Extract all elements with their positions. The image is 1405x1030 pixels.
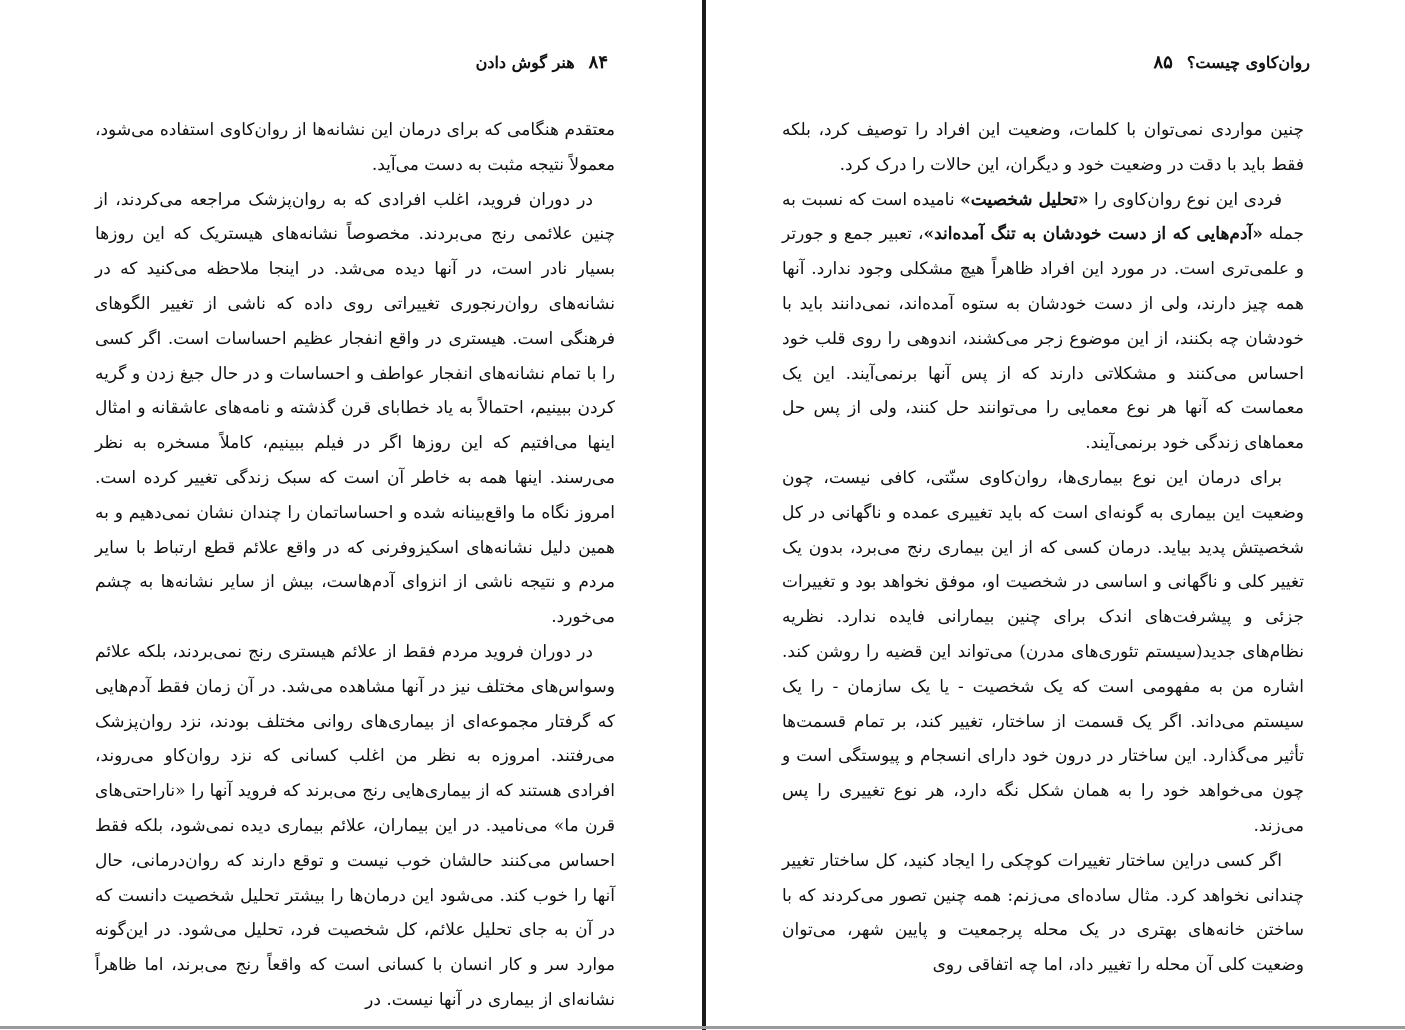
right-page-body	[782, 113, 1304, 983]
right-page	[707, 0, 1405, 1030]
right-paragraph-3-text: برای درمان این نوع بیماری‌ها، روان‌کاوی سنّتی، کافی نیست، چون وضعیت این بیماری به گونه‌ای است که باید تغییری عمده و ناگهانی در کل شخصیتش پدید بیاید. درمان کسی که از این بیماری رنج می‌برد، بدون یک تغییر کلی و ناگهانی و اساسی در شخصیت او، موفق نخواهد بود و تغییرات جزئی و پیشرفت‌های اندک برای چنین بیمارانی فایده ندارد. نظریه نظام‌های جدید(سیستم تئوری‌های مدرن) می‌تواند این قضیه را روشن کند. اشاره من به مفهومی است که یک شخصیت - یا یک سازمان - را یک سیستم می‌داند. اگر یک قسمت از ساختار، تغییر کند، بر تمام قسمت‌ها تأثیر می‌گذارد. این ساختار در درون خود دارای انسجام و پیوستگی است و چون می‌خواهد خود را به همان شکل نگه دارد، هر نوع تغییری را پس می‌زند.	[782, 467, 1304, 836]
page-bottom-edge	[0, 1026, 1405, 1029]
book-gutter	[702, 0, 706, 1030]
right-paragraph-2-mid: نامیده است که نسبت به جمله	[782, 189, 1304, 245]
right-paragraph-4-text: اگر کسی دراین ساختار تغییرات کوچکی را ایجاد کنید، کل ساختار تغییر چندانی نخواهد کرد. مثال ساده‌ای می‌زنم: همه چنین تصور می‌کردند که با ساختن خانه‌های بهتری در یک محله پرجمعیت و پایین شهر، می‌توان وضعیت کلی آن محله را تغییر داد، اما چه اتفاقی روی	[782, 850, 1304, 976]
left-page-body	[95, 113, 615, 1018]
left-page-number: ۸۴	[588, 52, 608, 73]
right-paragraph-2	[782, 183, 1304, 461]
right-paragraph-1	[782, 113, 1304, 183]
phrase-fed-up-people: «آدم‌هایی که از دست خودشان به تنگ آمده‌اند»	[923, 224, 1263, 245]
left-paragraph-1: معتقدم هنگامی که برای درمان این نشانه‌ها از روان‌کاوی استفاده می‌شود، معمولاً نتیجه مثبت به دست می‌آید.	[95, 120, 615, 175]
term-character-analysis: «تحلیل شخصیت»	[960, 189, 1089, 210]
right-running-head: روان‌کاوی چیست؟	[1186, 53, 1310, 72]
right-paragraph-2-rest: ، تعبیر جمع و جورتر و علمی‌تری است. در مورد این افراد ظاهراً هیچ مشکلی وجود ندارد. آنها همه چیز دارند، ولی از دست خودشان به ستوه آمده‌اند، نمی‌دانند باید با خودشان چه بکنند، از این موضوع زجر می‌کشند، اندوهی را روی قلب خود احساس می‌کنند و مشکلاتی دارند که از پس آنها برنمی‌آیند. این یک معماست که آنها هر نوع معمایی را می‌توانند حل کنند، ولی از پس حل معماهای زندگی خود برنمی‌آیند.	[782, 224, 1304, 454]
right-paragraph-4	[782, 844, 1304, 983]
left-paragraph-2: در دوران فروید، اغلب افرادی که به روان‌پزشک مراجعه می‌کردند، از چنین علائمی رنج می‌بردند. مخصوصاً نشانه‌های هیستریک که این روزها بسیار نادر است، در آنها دیده می‌شد. در اینجا ملاحظه می‌کنید که در نشانه‌های روان‌رنجوری تغییراتی روی داده که ناشی از تغییر الگوهای فرهنگی است. هیستری در واقع انفجار عظیم احساسات است. اگر کسی را با تمام نشانه‌های انفجار عواطف و احساسات و در حال جیغ زدن و گریه کردن ببینیم، احتمالاً به یاد خطابای قرن گذشته و نامه‌های عاشقانه و امثال اینها می‌افتیم که این روزها اگر در فیلم ببینیم، کاملاً مسخره به نظر می‌رسند. اینها همه به خاطر آن است که سبک زندگی تغییر کرده است. امروز نگاه ما واقع‌بینانه شده و احساساتمان را چندان نشان نمی‌دهیم و به همین دلیل نشانه‌های اسکیزوفرنی که در واقع علائم قطع ارتباط با سایر مردم و نتیجه ناشی از انزوای آدم‌هاست، بیش از سایر نشانه‌ها به چشم می‌خورد.	[95, 189, 615, 628]
right-paragraph-3	[782, 461, 1304, 844]
right-paragraph-1-text: چنین مواردی نمی‌توان با کلمات، وضعیت این افراد را توصیف کرد، بلکه فقط باید با دقت در وضعیت خود و دیگران، این حالات را درک کرد.	[782, 120, 1304, 175]
right-page-header	[1154, 52, 1311, 73]
left-running-head: هنر گوش دادن	[475, 53, 575, 72]
left-page-header	[476, 52, 608, 73]
right-paragraph-2-lead: فردی این نوع روان‌کاوی را	[1088, 189, 1282, 210]
right-page-number: ۸۵	[1153, 52, 1173, 73]
left-paragraph-3: در دوران فروید مردم فقط از علائم هیستری رنج نمی‌بردند، بلکه علائم وسواس‌های مختلف نیز در آنها مشاهده می‌شد. در آن زمان فقط آدم‌هایی که گرفتار مجموعه‌ای از بیماری‌های روانی مختلف بودند، نزد روان‌پزشک می‌رفتند. امروزه به نظر من اغلب کسانی که نزد روان‌کاو می‌روند، افرادی هستند که از بیماری‌هایی رنج می‌برند که فروید آنها را «ناراحتی‌های قرن ما» می‌نامید. در این بیماران، علائم بیماری دیده نمی‌شود، بلکه فقط احساس می‌کنند حالشان خوب نیست و توقع دارند که روان‌درمانی، حال آنها را خوب کند. می‌شود این درمان‌ها را بیشتر تحلیل شخصیت دانست که در آن به جای تحلیل علائم، کل شخصیت فرد، تحلیل می‌شود. در این‌گونه موارد سر و کار انسان با کسانی است که واقعاً رنج می‌برند، اما ظاهراً نشانه‌ای از بیماری در آنها نیست. در	[95, 641, 615, 1010]
